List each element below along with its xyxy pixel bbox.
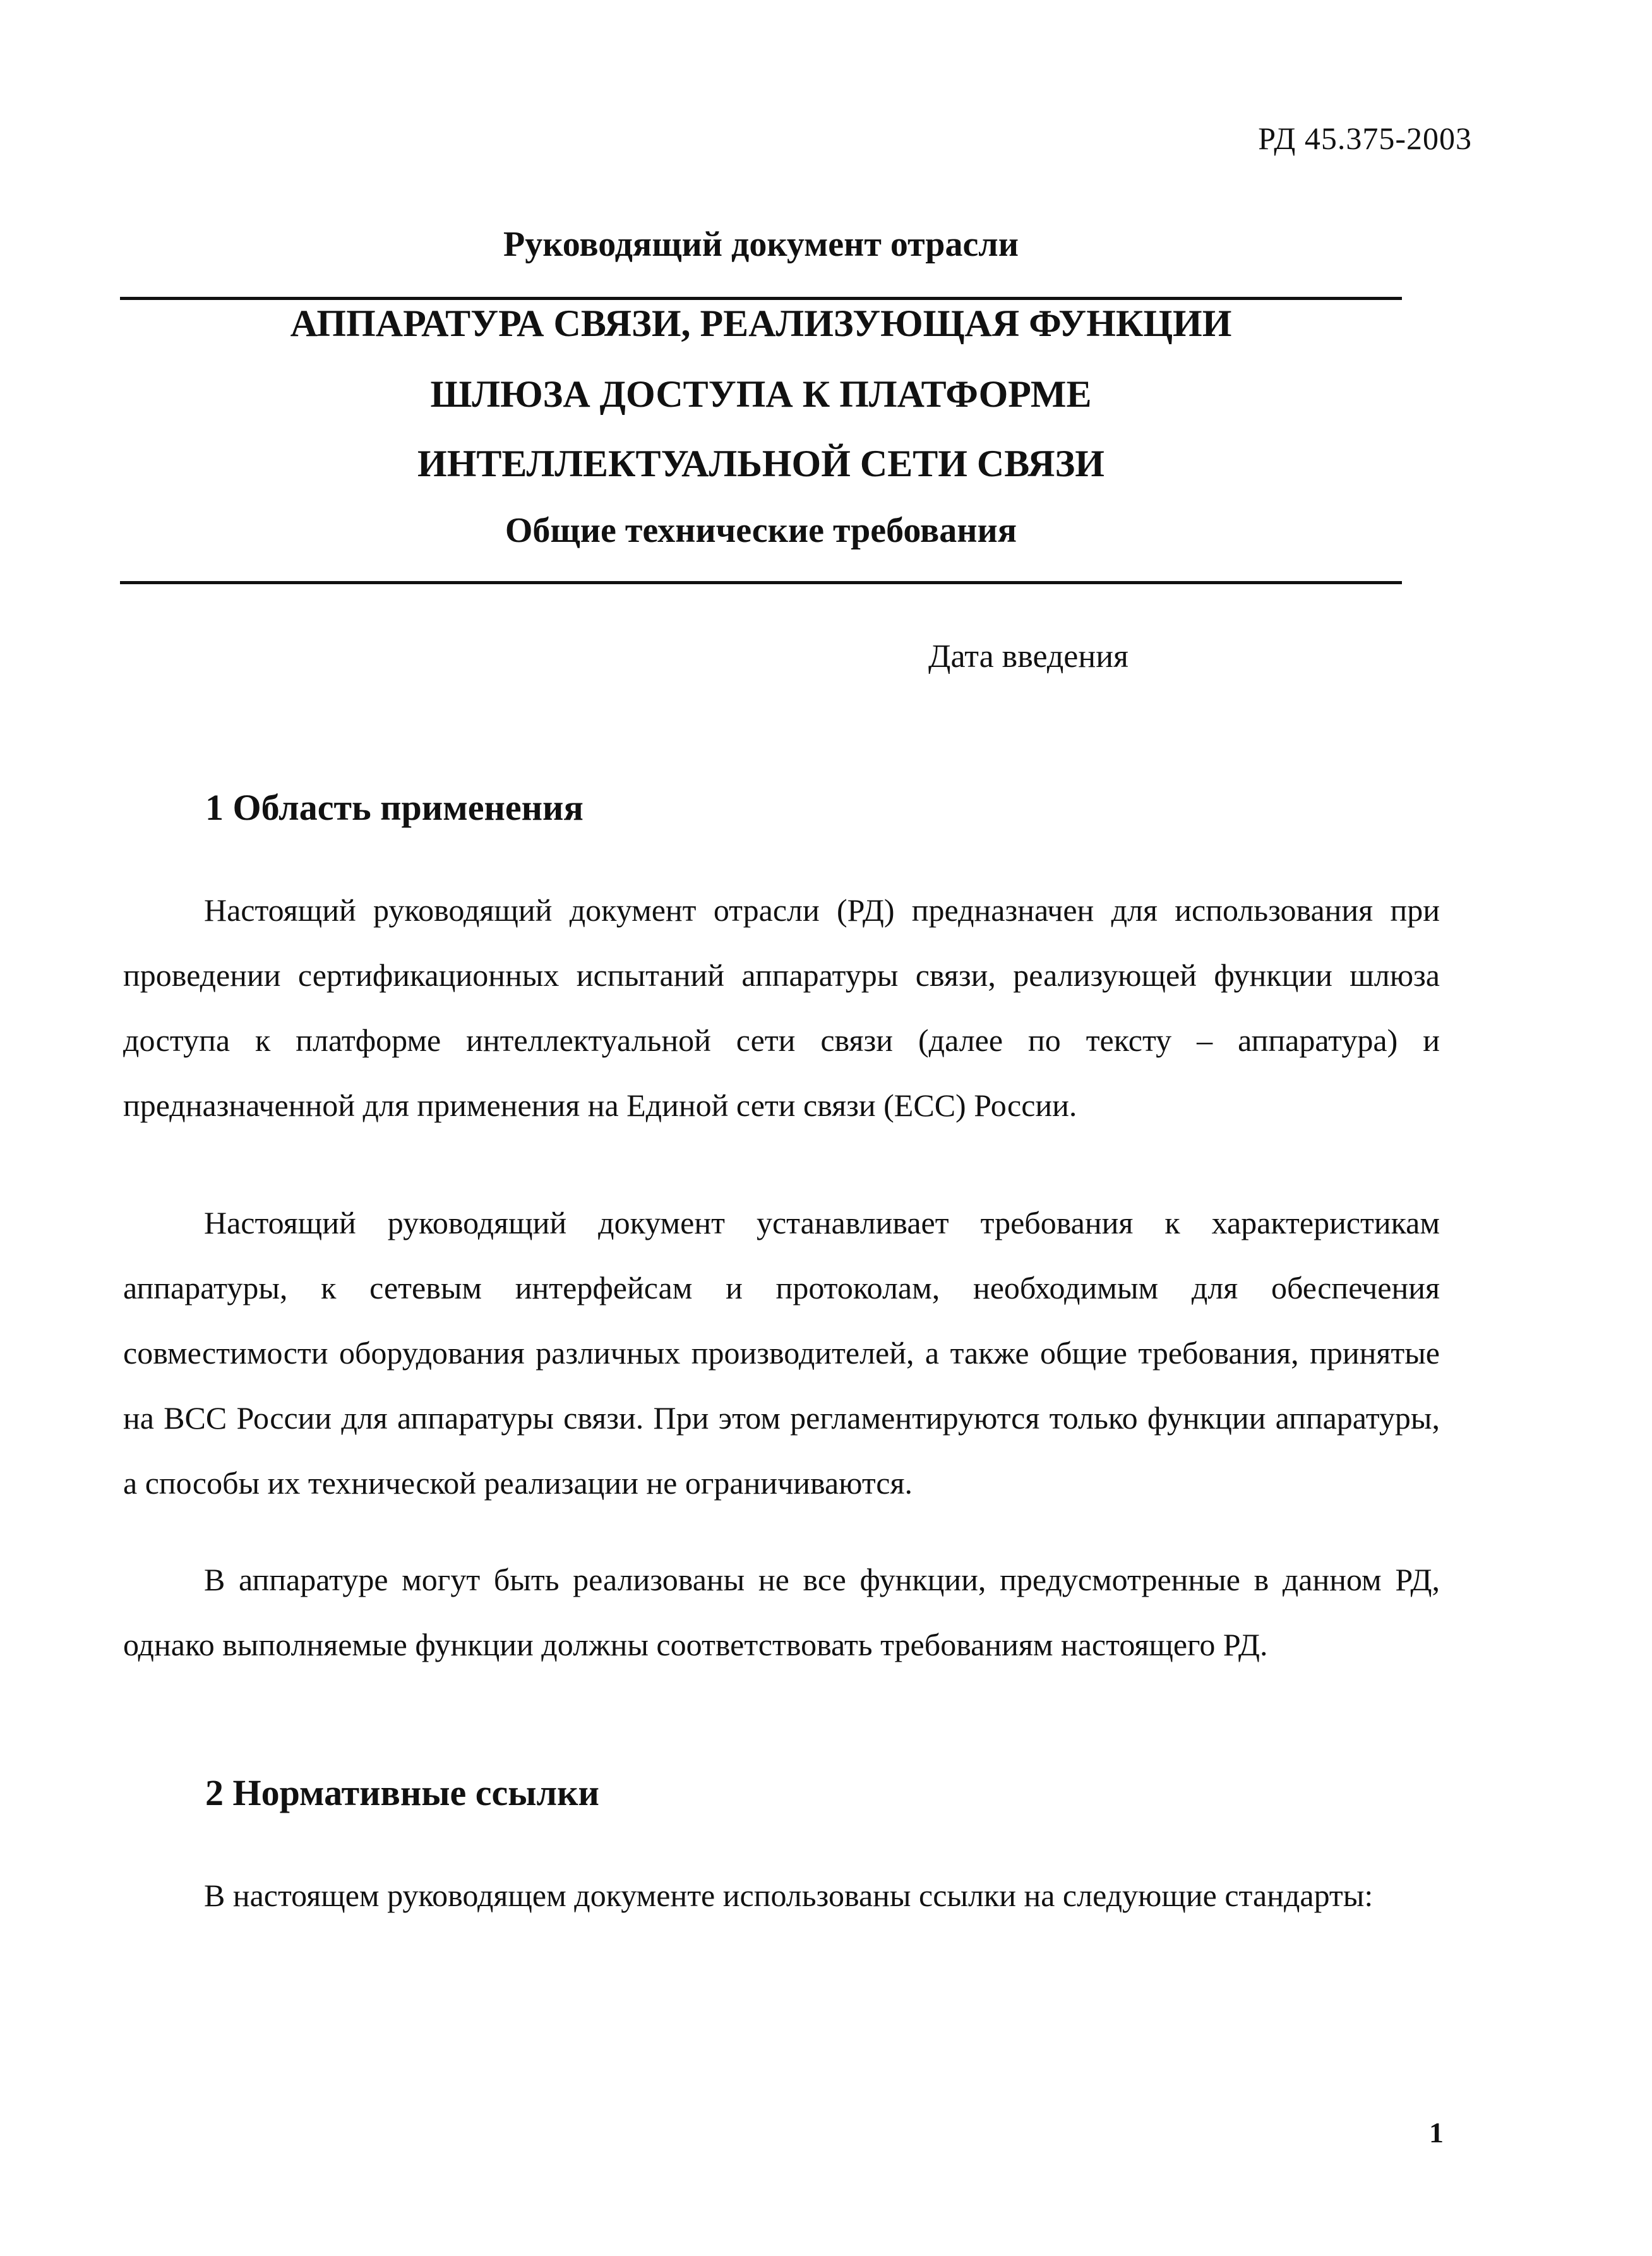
intro-date-label: Дата введения: [928, 639, 1128, 675]
title-line-3: ИНТЕЛЛЕКТУАЛЬНОЙ СЕТИ СВЯЗИ: [417, 443, 1104, 484]
title-line-1: АППАРАТУРА СВЯЗИ, РЕАЛИЗУЮЩАЯ ФУНКЦИИ: [290, 303, 1232, 344]
title-line-2: ШЛЮЗА ДОСТУПА К ПЛАТФОРМЕ: [430, 373, 1092, 415]
document-subtitle: Общие технические требования: [505, 511, 1017, 550]
title-top-rule: [120, 297, 1402, 300]
section-2-heading: 2 Нормативные ссылки: [205, 1772, 599, 1813]
section-1-heading: 1 Область применения: [205, 787, 584, 828]
section-1-paragraph-2: Настоящий руководящий документ устанавливает требования к характеристикам аппаратуры, к сетевым интерфейсам и протоколам, необходимым для обеспечения совместимости оборудования различных производителей, а также общие требования, принятые на ВСС России для аппаратуры связи. При этом регламентируются только функции аппаратуры, а способы их технической реализации не ограничиваются.: [123, 1205, 1440, 1501]
page-number: 1: [1429, 2116, 1444, 2149]
document-code: РД 45.375-2003: [1258, 121, 1472, 156]
title-bottom-rule: [120, 581, 1402, 584]
section-2-paragraph-1: В настоящем руководящем документе использованы ссылки на следующие стандарты:: [204, 1878, 1374, 1913]
document-type: Руководящий документ отрасли: [503, 225, 1019, 264]
section-1-paragraph-1: Настоящий руководящий документ отрасли (РД) предназначен для использования при проведении сертификационных испытаний аппаратуры связи, реализующей функции шлюза доступа к платформе интеллектуальной сети связи (далее по тексту – аппаратура) и предназначенной для применения на Единой сети связи (ЕСС) России.: [123, 892, 1440, 1123]
section-1-paragraph-3: В аппаратуре могут быть реализованы не все функции, предусмотренные в данном РД, однако выполняемые функции должны соответствовать требованиям настоящего РД.: [123, 1562, 1440, 1662]
